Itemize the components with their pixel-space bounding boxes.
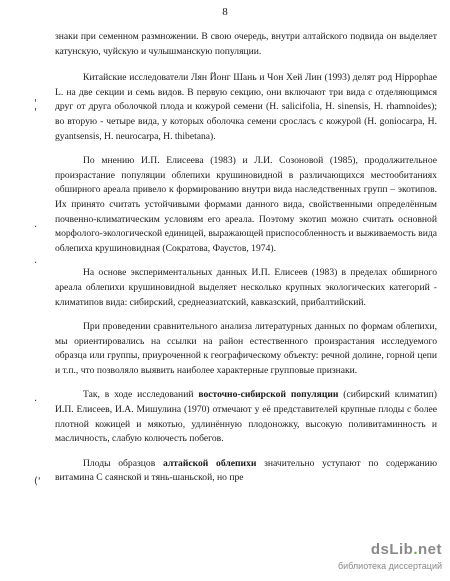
watermark-logo-tld: net bbox=[418, 541, 442, 558]
watermark-logo-main: dsLib bbox=[370, 541, 414, 558]
watermark-logo bbox=[371, 541, 442, 558]
paragraph: знаки при семенном размножении. В свою очередь, внутри алтайского подвида он выделяет катунскую, чуйскую и чулышманскую популяции. bbox=[55, 31, 437, 57]
paragraph-text: (сибирский климатип) И.П. Елисеев, И.А. Мишулина (1970) отмечают у её представителей крупные плоды с более плотной кожицей и мякотью, удлинённую плодоножку, высокую поливитаминность и масличность, слабую колючесть побегов. bbox=[55, 389, 437, 445]
emphasis-text: алтайской облепихи bbox=[162, 457, 257, 469]
paragraph-text: Так, в ходе исследований bbox=[83, 389, 199, 401]
margin-mark: · bbox=[34, 396, 38, 407]
paragraph bbox=[55, 457, 437, 486]
paragraph-text: значительно уступают по содержанию витамина С саянской и тянь-шаньской, но пре bbox=[55, 457, 437, 484]
paragraph: Китайские исследователи Лян Йонг Шань и Чон Хей Лин (1993) делят род Hippophae L. на две секции и семь видов. В первую секцию, они включают три вида с отделяющимся друг от друга оболочкой плода и кожурой семени (H. salicifolia, H. sinensis, H. rhamnoides); во вторую - четыре вида, у которых оболочка семени сросласъ с кожурой (H. goniocarpa, H. gyantsensis, H. neurocarpa, H. thibetana). bbox=[55, 72, 437, 142]
paragraph: По мнению И.П. Елисеева (1983) и Л.И. Созоновой (1985), продолжительное произрастание популяции облепихи крушиновидной в различающихся местообитаниях обширного ареала привело к формированию внутри вида наследственных групп – экотипов. Их принято считать устойчивыми формами данного вида, свойственными определённым почвенно-климатическим условиям его ареала. Поэтому экотип можно считать основной морфолого-экологической единицей, выражающей приспособленность и выживаемость вида облепиха крушиновидная (Сократова, Фаустов, 1974). bbox=[55, 155, 437, 254]
margin-mark: ' bbox=[34, 98, 37, 109]
margin-mark: ' bbox=[34, 107, 37, 118]
paragraph-text: Плоды образцов bbox=[83, 457, 163, 469]
document-body bbox=[55, 30, 437, 496]
margin-mark: (' bbox=[34, 476, 41, 487]
emphasis-text: восточно-сибирской популяции bbox=[198, 389, 339, 401]
paragraph: На основе экспериментальных данных И.П. Елисеев (1983) в пределах обширного ареала облепихи крушиновидной выделяет несколько крупных экологических категорий - климатипов вида: сибирский, среднеазиатский, кавказский, прибалтийский. bbox=[55, 267, 437, 308]
paragraph: При проведении сравнительного анализа литературных данных по формам облепихи, мы ориентировались на ссылки на район естественного произрастания исследуемого образца или группы, приуроченной к географическому объекту: речной долине, горной цепи и т.п., что позволяло выявить наиболее характерные групповые признаки. bbox=[55, 321, 437, 376]
page-number: 8 bbox=[222, 6, 228, 18]
watermark bbox=[322, 541, 442, 575]
watermark-logo-dot: . bbox=[413, 541, 418, 558]
margin-mark: · bbox=[34, 222, 38, 233]
margin-mark: · bbox=[34, 258, 38, 269]
paragraph bbox=[55, 388, 437, 446]
watermark-caption: библиотека диссертаций bbox=[337, 561, 442, 571]
